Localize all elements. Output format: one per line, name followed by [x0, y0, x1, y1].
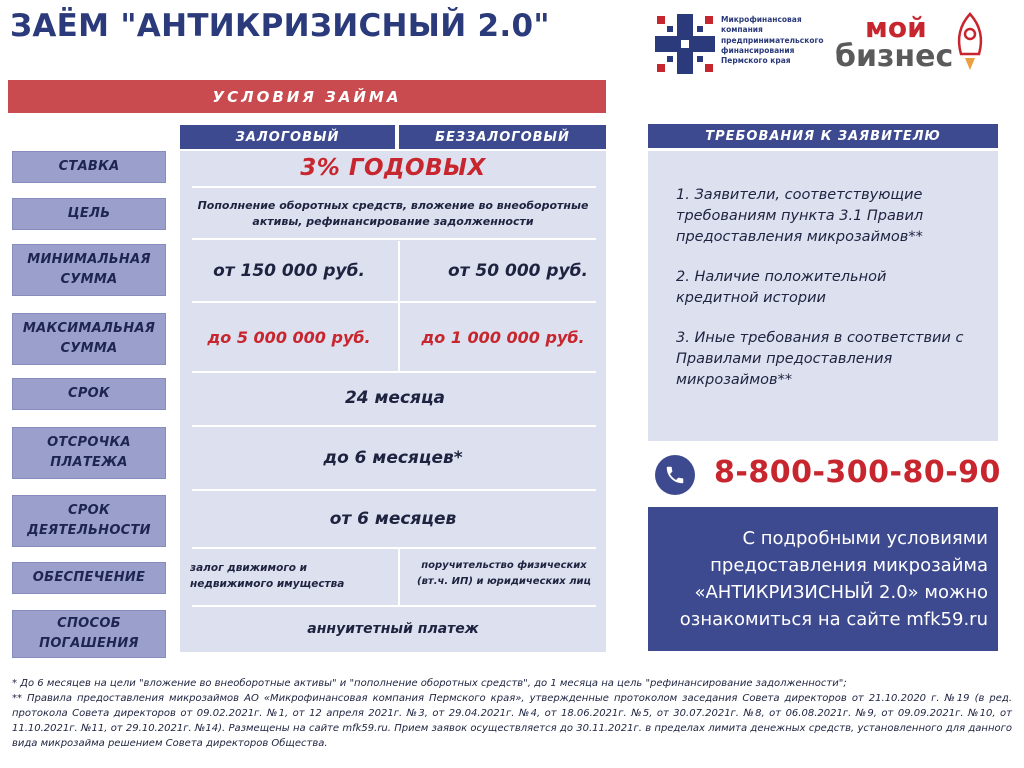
mfk-logo-icon — [655, 14, 715, 74]
min-amount-unsecured: от 50 000 руб. — [447, 261, 588, 281]
collateral-unsecured: поручительство физических (вт.ч. ИП) и юридических лиц — [417, 560, 591, 587]
row-divider — [192, 605, 596, 607]
min-amount-secured: от 150 000 руб. — [213, 261, 365, 281]
label-purpose: ЦЕЛЬ — [12, 198, 166, 230]
mfk-logo-line: компания — [721, 25, 763, 35]
repayment-value: аннуитетный платеж — [307, 621, 479, 637]
collateral-secured: залог движимого и недвижимого имущества — [190, 562, 345, 590]
page-title: ЗАЁМ "АНТИКРИЗИСНЫЙ 2.0" — [10, 8, 550, 44]
row-divider — [192, 547, 596, 549]
label-rate: СТАВКА — [12, 151, 166, 183]
label-min-amount: МИНИМАЛЬНАЯ СУММА — [12, 244, 166, 296]
column-divider — [398, 549, 400, 605]
rocket-icon — [953, 12, 987, 72]
label-deferral: ОТСРОЧКА ПЛАТЕЖА — [12, 427, 166, 479]
label-collateral: ОБЕСПЕЧЕНИЕ — [12, 562, 166, 594]
moi-biznes-logo — [835, 10, 995, 80]
column-header-requirements: ТРЕБОВАНИЯ К ЗАЯВИТЕЛЮ — [648, 124, 998, 148]
footnote-2: ** Правила предоставления микрозаймов АО «Микрофинансовая компания Пермского края», утвержденные протоколом заседания Совета директоров от 21.10.2020 г. №19 (в ред. протокола Совета директоров от 09.02.2021г. №1, от 12 апреля 2021г. №3, от 29.04.2021г. №4, от 18.06.2021г. №5, от 30.07.2021г. №8, от 06.08.2021г. №9, от 09.09.2021г. №10, от 11.10.2021г. №11, от 29.10.2021г. №14). Размещены на сайте mfk59.ru. Прием заявок осуществляется до 30.11.2021г. в пределах лимита денежных средств, установленного для данного вида микрозайма решением Совета директоров Общества. — [12, 693, 1012, 749]
label-max-amount: МАКСИМАЛЬНАЯ СУММА — [12, 313, 166, 365]
purpose-value: Пополнение оборотных средств, вложение во внеоборотные активы, рефинансирование задолженности — [197, 199, 589, 228]
phone-icon[interactable] — [655, 455, 695, 495]
row-divider — [192, 186, 596, 188]
mfk-logo — [655, 12, 825, 76]
label-term: СРОК — [12, 378, 166, 410]
rate-value: 3% ГОДОВЫХ — [300, 155, 486, 181]
requirement-item: 2. Наличие положительной кредитной истории — [676, 269, 887, 307]
requirements-panel — [648, 151, 998, 441]
label-activity: СРОК ДЕЯТЕЛЬНОСТИ — [12, 495, 166, 547]
footnote-1: * До 6 месяцев на цели "вложение во внеоборотные активы" и "пополнение оборотных средств", до 1 месяца на цель "рефинансирование задолженности"; — [12, 678, 847, 689]
moi-biznes-word2: бизнес — [835, 39, 954, 74]
mfk-logo-line: финансирования — [721, 46, 795, 56]
mfk-logo-line: Пермского края — [721, 56, 791, 66]
deferral-value: до 6 месяцев* — [323, 448, 463, 468]
info-text: С подробными условиями предоставления микрозайма «АНТИКРИЗИСНЫЙ 2.0» можно ознакомиться на сайте mfk59.ru — [679, 528, 988, 630]
label-repayment: СПОСОБ ПОГАШЕНИЯ — [12, 610, 166, 658]
moi-biznes-word1: мой — [865, 11, 927, 44]
mfk-logo-line: предпринимательского — [721, 35, 824, 45]
requirement-item: 3. Иные требования в соответствии с Правилами предоставления микрозаймов** — [676, 330, 964, 389]
conditions-ribbon: УСЛОВИЯ ЗАЙМА — [8, 80, 606, 113]
footnotes — [12, 676, 1012, 751]
term-value: 24 месяца — [344, 388, 446, 408]
info-box — [648, 507, 998, 651]
max-amount-secured: до 5 000 000 руб. — [207, 328, 371, 347]
requirement-item: 1. Заявители, соответствующие требованиям пункта 3.1 Правил предоставления микрозаймов** — [676, 187, 924, 246]
column-header-secured: ЗАЛОГОВЫЙ — [180, 125, 395, 149]
max-amount-unsecured: до 1 000 000 руб. — [421, 328, 585, 347]
phone-number[interactable]: 8-800-300-80-90 — [714, 455, 1001, 490]
activity-value: от 6 месяцев — [329, 509, 457, 529]
row-divider — [192, 238, 596, 240]
mfk-logo-line: Микрофинансовая — [721, 15, 802, 24]
column-header-unsecured: БЕЗЗАЛОГОВЫЙ — [399, 125, 606, 149]
conditions-panel — [180, 151, 606, 652]
row-divider — [192, 301, 596, 303]
